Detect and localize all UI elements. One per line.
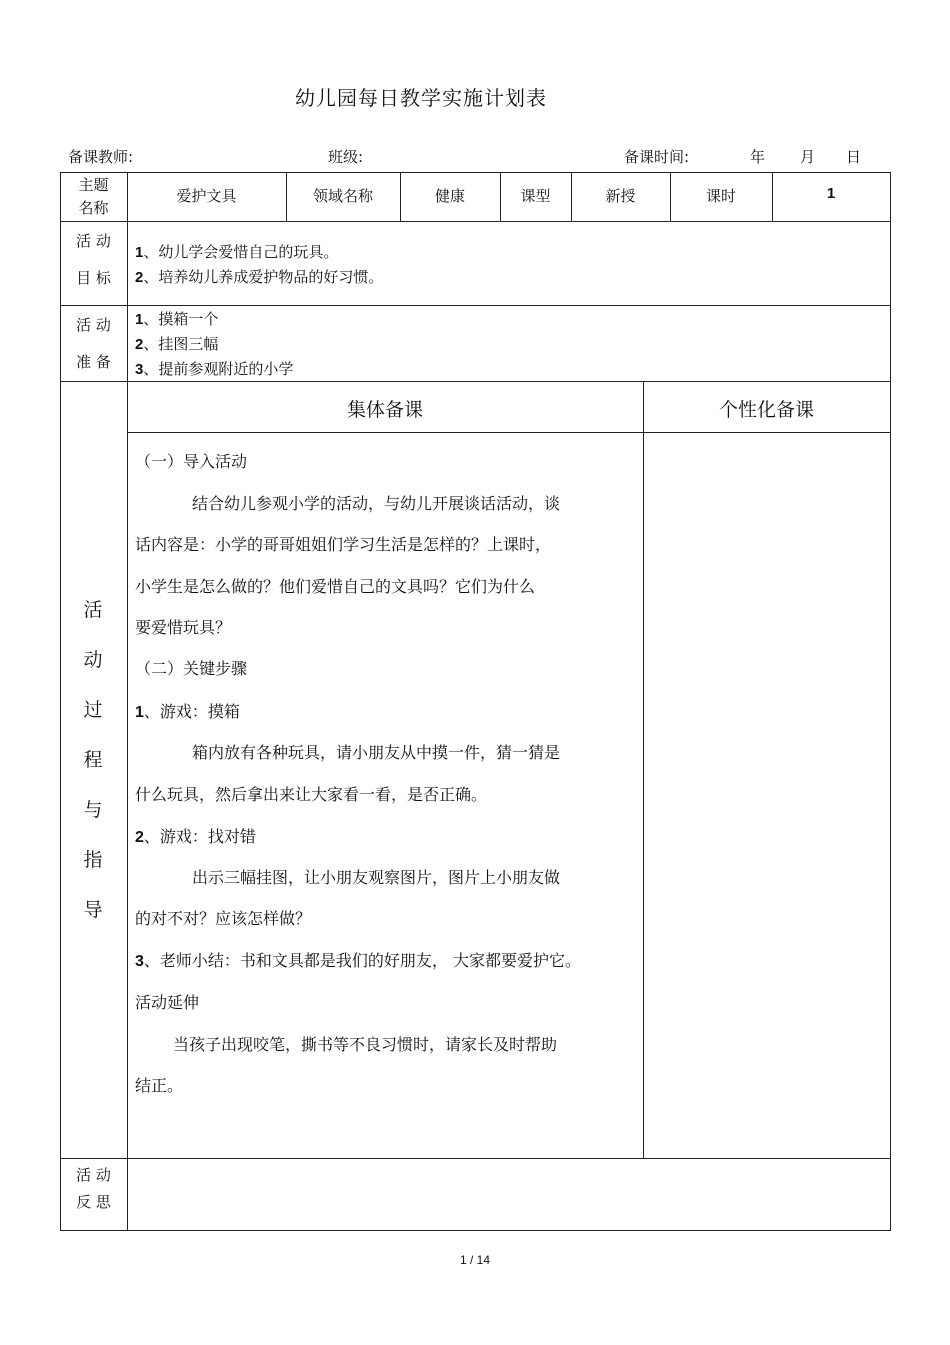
process-line: 1、游戏：摸箱 [135, 702, 240, 721]
prep-label-top: 活 动 [76, 316, 111, 334]
hours-value: 1 [826, 185, 836, 202]
goal-item-2: 2、培养幼儿养成爱护物品的好习惯。 [135, 268, 384, 286]
class-label: 班级: [328, 148, 364, 166]
process-label-char: 活 [83, 599, 103, 621]
prep-item-1: 1、摸箱一个 [135, 310, 219, 328]
process-line: 什么玩具，然后拿出来让大家看一看，是否正确。 [135, 785, 488, 804]
process-line: 结正。 [135, 1076, 184, 1095]
year-label: 年 [750, 148, 766, 166]
type-value: 新授 [605, 187, 636, 205]
process-line: 2、游戏：找对错 [135, 827, 256, 846]
type-label: 课型 [520, 187, 551, 205]
process-label-char: 程 [83, 749, 103, 771]
goal-item-1: 1、幼儿学会爱惜自己的玩具。 [135, 243, 339, 261]
theme-label-bottom: 名称 [78, 199, 109, 217]
group-prep-header: 集体备课 [346, 399, 423, 421]
theme-label-top: 主题 [78, 176, 109, 194]
process-line: 小学生是怎么做的？他们爱惜自己的文具吗？它们为什么 [135, 577, 536, 596]
time-label: 备课时间: [624, 148, 690, 166]
page-number: 1 / 14 [459, 1253, 491, 1267]
process-line: 活动延伸 [135, 993, 200, 1012]
process-line: 的对不对？应该怎样做？ [135, 909, 312, 928]
reflection-label-bottom: 反 思 [76, 1193, 111, 1211]
teacher-label: 备课教师: [68, 148, 134, 166]
personal-prep-header: 个性化备课 [718, 399, 814, 421]
process-line: 话内容是：小学的哥哥姐姐们学习生活是怎样的？上课时， [135, 535, 552, 554]
goals-label-bottom: 目 标 [76, 269, 111, 287]
prep-item-3: 3、提前参观附近的小学 [135, 360, 294, 378]
day-label: 日 [846, 148, 862, 166]
process-line: 要爱惜玩具？ [135, 618, 232, 637]
process-line: （一）导入活动 [135, 452, 248, 471]
process-label-char: 导 [83, 899, 103, 921]
process-line: 结合幼儿参观小学的活动，与幼儿开展谈话活动，谈 [192, 494, 561, 513]
domain-label: 领域名称 [312, 187, 373, 205]
process-line: 3、老师小结：书和文具都是我们的好朋友， 大家都要爱护它。 [135, 951, 581, 970]
process-line: （二）关键步骤 [135, 659, 248, 678]
process-line: 当孩子出现咬笔，撕书等不良习惯时，请家长及时帮助 [173, 1035, 558, 1054]
hours-label: 课时 [705, 187, 736, 205]
page-title: 幼儿园每日教学实施计划表 [295, 86, 547, 110]
prep-label-bottom: 准 备 [76, 353, 111, 371]
process-label-char: 与 [83, 799, 103, 821]
domain-value: 健康 [434, 187, 465, 205]
process-label-char: 动 [83, 649, 103, 671]
theme-value: 爱护文具 [176, 187, 237, 205]
process-line: 出示三幅挂图，让小朋友观察图片，图片上小朋友做 [192, 868, 561, 887]
process-label-char: 指 [83, 849, 103, 871]
process-line: 箱内放有各种玩具，请小朋友从中摸一件，猜一猜是 [192, 743, 561, 762]
month-label: 月 [800, 148, 816, 166]
process-label-char: 过 [83, 699, 103, 721]
reflection-label-top: 活 动 [76, 1166, 111, 1184]
goals-label-top: 活 动 [76, 232, 111, 250]
prep-item-2: 2、挂图三幅 [135, 335, 219, 353]
